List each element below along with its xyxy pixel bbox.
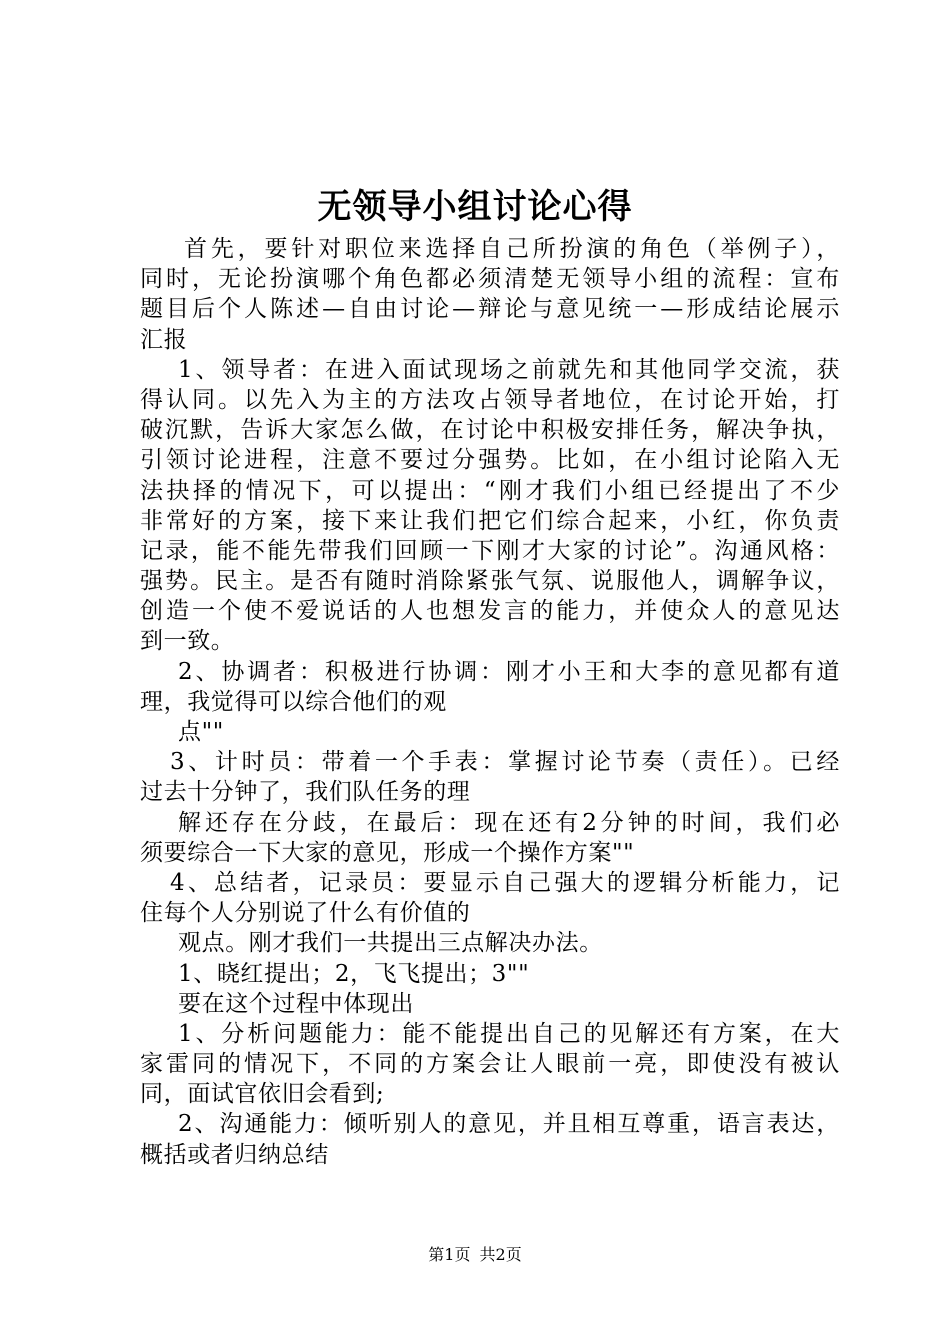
paragraph-line: 1、晓红提出；2，飞飞提出；3"" (178, 960, 530, 987)
paragraph-line: 引领讨论进程，注意不要过分强势。比如，在小组讨论陷入无 (140, 447, 840, 474)
paragraph-line: 过去十分钟了，我们队任务的理 (140, 779, 471, 806)
paragraph-line: 3、计时员：带着一个手表：掌握讨论节奏（责任）。已经 (170, 749, 840, 776)
paragraph-line: 1、分析问题能力：能不能提出自己的见解还有方案，在大 (178, 1020, 840, 1047)
paragraph-line: 家雷同的情况下，不同的方案会让人眼前一亮，即使没有被认 (140, 1051, 840, 1078)
paragraph-line: 观点。刚才我们一共提出三点解决办法。 (178, 930, 603, 957)
paragraph-line: 记录，能不能先带我们回顾一下刚才大家的讨论”。沟通风格： (140, 537, 840, 564)
paragraph-line: 题目后个人陈述—自由讨论—辩论与意见统一—形成结论展示 (140, 296, 840, 323)
paragraph-line: 2、沟通能力：倾听别人的意见，并且相互尊重，语言表达， (178, 1111, 840, 1138)
page-number: 第1页 (428, 1245, 471, 1264)
paragraph-line: 到一致。 (140, 628, 235, 655)
paragraph-line: 解还存在分歧，在最后：现在还有2分钟的时间，我们必 (178, 809, 840, 836)
paragraph-line: 首先，要针对职位来选择自己所扮演的角色（举例子）， (184, 236, 840, 262)
paragraph-line: 要在这个过程中体现出 (178, 990, 414, 1017)
paragraph-line: 创造一个使不爱说话的人也想发言的能力，并使众人的意见达 (140, 598, 840, 625)
paragraph-line: 点"" (178, 719, 224, 745)
paragraph-line: 住每个人分别说了什么有价值的 (140, 900, 471, 927)
paragraph-line: 须要综合一下大家的意见，形成一个操作方案"" (140, 839, 635, 866)
paragraph-line: 2、协调者：积极进行协调：刚才小王和大李的意见都有道 (178, 658, 840, 685)
paragraph-line: 得认同。以先入为主的方法攻占领导者地位，在讨论开始，打 (140, 386, 840, 413)
paragraph-line: 概括或者归纳总结 (140, 1141, 329, 1168)
paragraph-line: 同时，无论扮演哪个角色都必须清楚无领导小组的流程：宣布 (140, 266, 840, 293)
paragraph-line: 破沉默，告诉大家怎么做，在讨论中积极安排任务，解决争执， (140, 417, 840, 444)
paragraph-line: 4、总结者，记录员：要显示自己强大的逻辑分析能力，记 (170, 869, 840, 896)
paragraph-line: 1、领导者：在进入面试现场之前就先和其他同学交流，获 (178, 356, 840, 383)
paragraph-line: 非常好的方案，接下来让我们把它们综合起来，小红，你负责 (140, 507, 840, 534)
document-body (140, 234, 840, 1170)
page-total: 共2页 (479, 1245, 522, 1264)
paragraph-line: 强势。民主。是否有随时消除紧张气氛、说服他人，调解争议， (140, 568, 840, 595)
paragraph-line: 汇报 (140, 326, 188, 353)
paragraph-line: 同，面试官依旧会看到; (140, 1081, 385, 1108)
page-footer (0, 1244, 950, 1266)
document-title: 无领导小组讨论心得 (317, 187, 633, 227)
paragraph-line: 法抉择的情况下，可以提出：“刚才我们小组已经提出了不少 (140, 477, 840, 504)
paragraph-line: 理，我觉得可以综合他们的观 (140, 688, 447, 715)
